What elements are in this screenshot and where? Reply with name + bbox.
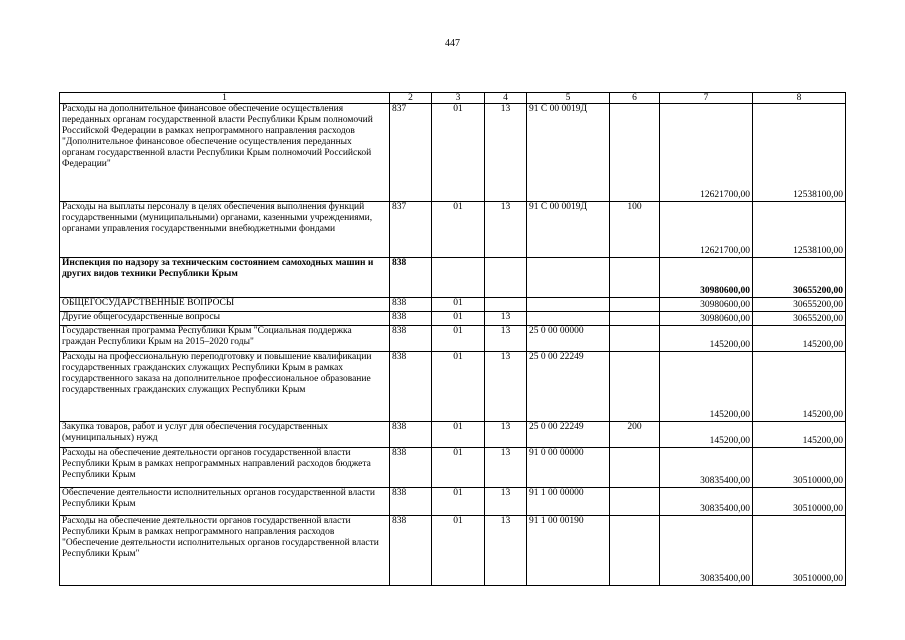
page-number: 447 [445,38,460,49]
row-amount-year1: 30835400,00 [660,448,753,488]
row-amount-year1: 30980600,00 [660,312,753,326]
row-subsection-code: 13 [485,422,527,448]
row-amount-year1: 30980600,00 [660,298,753,312]
row-expense-type-code [610,312,660,326]
row-target-article-code [527,312,610,326]
row-name: Расходы на профессиональную переподготовку и повышение квалификации государственных гражданских служащих Республики Крым в рамках государственного заказа на дополнительное профессиональное образование государственных гражданских служащих Республики Крым [60,352,390,422]
row-amount-year1: 145200,00 [660,326,753,352]
row-name: Государственная программа Республики Крым "Социальная поддержка граждан Республики Крым на 2015–2020 годы" [60,326,390,352]
row-subsection-code [485,298,527,312]
table-row [60,326,846,352]
row-section-code: 01 [432,352,485,422]
column-header: 2 [390,93,432,104]
row-ved-code: 838 [390,448,432,488]
table-row [60,258,846,298]
column-header: 3 [432,93,485,104]
column-number-row [60,93,846,104]
row-ved-code: 838 [390,516,432,586]
row-ved-code: 838 [390,488,432,516]
row-name: Расходы на дополнительное финансовое обеспечение осуществления переданных органам государственной власти Республики Крым полномочий Российской Федерации в рамках непрограммного направления расходов "Дополнительное финансовое обеспечение осуществления переданных органам государственной власти Республики Крым полномочий Российской Федерации" [60,104,390,202]
row-amount-year2: 12538100,00 [753,104,846,202]
row-expense-type-code [610,448,660,488]
column-header: 4 [485,93,527,104]
row-name: Расходы на обеспечение деятельности органов государственной власти Республики Крым в рамках непрограммного направления расходов "Обеспечение деятельности исполнительных органов государственной власти Республики Крым" [60,516,390,586]
row-amount-year2: 145200,00 [753,422,846,448]
row-ved-code: 838 [390,298,432,312]
table-row [60,352,846,422]
column-header: 5 [527,93,610,104]
row-amount-year2: 30510000,00 [753,516,846,586]
row-target-article-code: 25 0 00 22249 [527,422,610,448]
column-header: 1 [60,93,390,104]
row-target-article-code: 91 1 00 00190 [527,516,610,586]
row-amount-year2: 30510000,00 [753,448,846,488]
row-expense-type-code: 200 [610,422,660,448]
row-name: Другие общегосударственные вопросы [60,312,390,326]
row-subsection-code: 13 [485,516,527,586]
row-amount-year2: 12538100,00 [753,202,846,258]
row-target-article-code: 91 С 00 0019Д [527,104,610,202]
row-target-article-code: 25 0 00 00000 [527,326,610,352]
table-row [60,448,846,488]
row-target-article-code: 25 0 00 22249 [527,352,610,422]
row-amount-year1: 12621700,00 [660,104,753,202]
row-name: Обеспечение деятельности исполнительных органов государственной власти Республики Крым [60,488,390,516]
row-subsection-code: 13 [485,104,527,202]
table-row [60,516,846,586]
row-amount-year1: 145200,00 [660,352,753,422]
row-amount-year2: 145200,00 [753,352,846,422]
row-ved-code: 837 [390,104,432,202]
row-section-code: 01 [432,312,485,326]
column-header: 6 [610,93,660,104]
row-expense-type-code [610,352,660,422]
row-subsection-code: 13 [485,312,527,326]
row-name: Инспекция по надзору за техническим состоянием самоходных машин и других видов техники Республики Крым [60,258,390,298]
row-section-code: 01 [432,202,485,258]
row-name: ОБЩЕГОСУДАРСТВЕННЫЕ ВОПРОСЫ [60,298,390,312]
row-section-code: 01 [432,516,485,586]
row-expense-type-code [610,488,660,516]
row-section-code [432,258,485,298]
row-amount-year2: 30655200,00 [753,312,846,326]
table-row [60,312,846,326]
row-amount-year1: 30835400,00 [660,488,753,516]
row-expense-type-code [610,516,660,586]
table-row [60,202,846,258]
row-ved-code: 838 [390,352,432,422]
table-row [60,298,846,312]
row-subsection-code: 13 [485,352,527,422]
row-name: Расходы на выплаты персоналу в целях обеспечения выполнения функций государственными (муниципальными) органами, казенными учреждениями, органами управления государственными внебюджетными фондами [60,202,390,258]
row-amount-year2: 30510000,00 [753,488,846,516]
table-row [60,488,846,516]
row-amount-year1: 12621700,00 [660,202,753,258]
budget-table [59,92,846,586]
row-subsection-code: 13 [485,448,527,488]
row-amount-year2: 30655200,00 [753,258,846,298]
row-section-code: 01 [432,488,485,516]
row-name: Закупка товаров, работ и услуг для обеспечения государственных (муниципальных) нужд [60,422,390,448]
row-ved-code: 838 [390,258,432,298]
row-amount-year2: 145200,00 [753,326,846,352]
row-section-code: 01 [432,298,485,312]
row-ved-code: 838 [390,312,432,326]
row-target-article-code: 91 1 00 00000 [527,488,610,516]
row-expense-type-code [610,298,660,312]
table-body [60,93,846,586]
row-name: Расходы на обеспечение деятельности органов государственной власти Республики Крым в рамках непрограммных направлений расходов бюджета Республики Крым [60,448,390,488]
row-amount-year1: 30980600,00 [660,258,753,298]
row-section-code: 01 [432,326,485,352]
row-section-code: 01 [432,104,485,202]
row-target-article-code: 91 0 00 00000 [527,448,610,488]
row-amount-year1: 145200,00 [660,422,753,448]
row-expense-type-code [610,326,660,352]
row-target-article-code: 91 С 00 0019Д [527,202,610,258]
row-section-code: 01 [432,448,485,488]
table-row [60,104,846,202]
row-target-article-code [527,298,610,312]
column-header: 7 [660,93,753,104]
row-target-article-code [527,258,610,298]
row-section-code: 01 [432,422,485,448]
row-subsection-code: 13 [485,326,527,352]
row-expense-type-code: 100 [610,202,660,258]
row-expense-type-code [610,258,660,298]
row-amount-year1: 30835400,00 [660,516,753,586]
row-ved-code: 838 [390,422,432,448]
row-expense-type-code [610,104,660,202]
row-ved-code: 838 [390,326,432,352]
row-ved-code: 837 [390,202,432,258]
column-header: 8 [753,93,846,104]
row-subsection-code: 13 [485,488,527,516]
row-subsection-code [485,258,527,298]
table-row [60,422,846,448]
row-amount-year2: 30655200,00 [753,298,846,312]
row-subsection-code: 13 [485,202,527,258]
